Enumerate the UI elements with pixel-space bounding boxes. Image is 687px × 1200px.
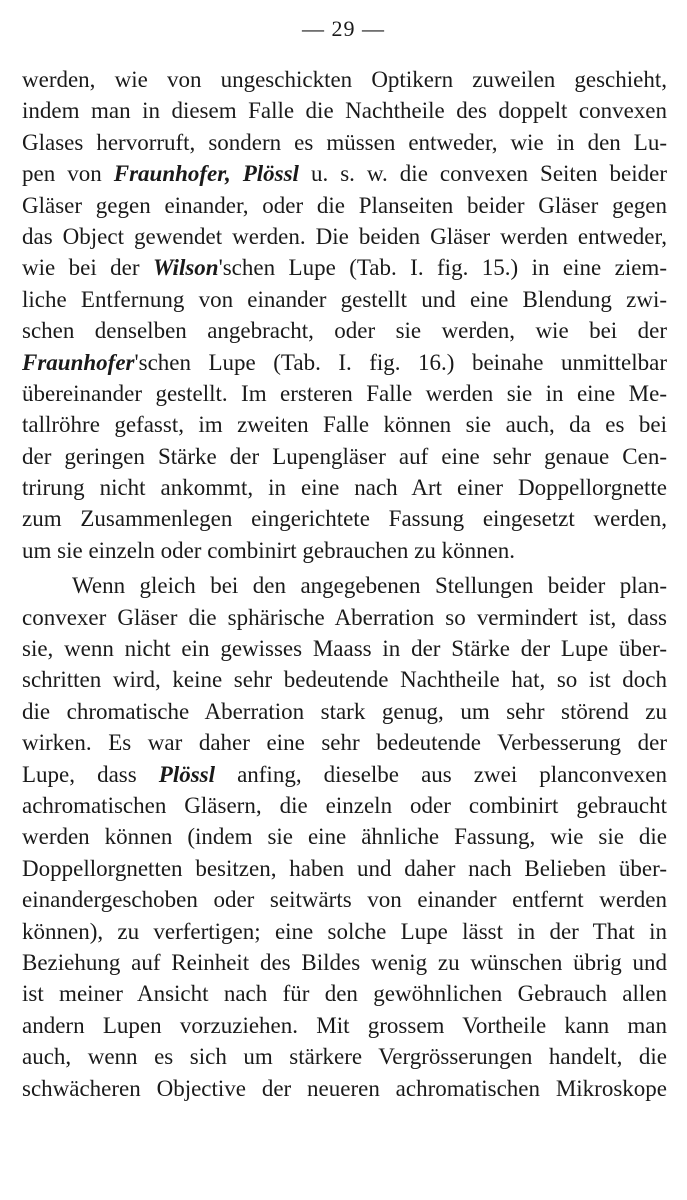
text-segment: um sie einzeln oder combinirt gebrauchen zu können. [22,537,516,563]
text-segment: convexer Gläser die sphärische Aberration so vermindert ist, dass [22,604,667,630]
paragraph [22,64,667,566]
text-line [22,441,667,472]
text-line [22,1010,667,1041]
text-line [22,472,667,503]
text-segment: Wenn gleich bei den angegebenen Stellungen beider plan- [72,573,667,599]
text-line [22,158,667,189]
text-line [22,853,667,884]
text-segment: das Object gewendet werden. Die beiden Gläser werden entweder, [22,223,667,249]
text-segment: andern Lupen vorzuziehen. Mit grossem Vortheile kann man [22,1012,667,1038]
text-segment: schen denselben angebracht, oder sie werden, wie bei der [22,318,667,344]
text-segment: einandergeschoben oder seitwärts von einander entfernt werden [22,887,667,913]
text-line [22,664,667,695]
text-line [22,978,667,1009]
text-line [22,696,667,727]
text-segment: schwächeren Objective der neueren achromatischen Mikroskope [22,1075,667,1101]
text-line [22,64,667,95]
text-segment: werden können (indem sie eine ähnliche Fassung, wie sie die [22,824,667,850]
text-segment: wirken. Es war daher eine sehr bedeutende Verbesserung der [22,730,667,756]
text-segment: Gläser gegen einander, oder die Planseiten beider Gläser gegen [22,192,667,218]
text-line [22,759,667,790]
text-line [22,127,667,158]
text-line [22,633,667,664]
text-segment: anfing, dieselbe aus zwei planconvexen [215,761,667,787]
text-segment: die chromatische Aberration stark genug, um sehr störend zu [22,698,667,724]
text-segment: u. s. w. die convexen Seiten beider [298,161,667,187]
paragraph [22,570,667,1104]
page-number: — 29 — [302,16,385,41]
text-segment: indem man in diesem Falle die Nachtheile des doppelt convexen [22,98,667,124]
text-line [22,378,667,409]
italic-name: Fraunhofer [22,349,135,375]
text-segment: sie, wenn nicht ein gewisses Maass in der Stärke der Lupe über- [22,636,667,662]
text-line [22,727,667,758]
text-line [22,535,667,566]
text-line [22,284,667,315]
text-segment: schritten wird, keine sehr bedeutende Nachtheile hat, so ist doch [22,667,667,693]
text-segment: pen von [22,161,114,187]
text-segment: Doppellorgnetten besitzen, haben und daher nach Belieben über- [22,855,667,881]
italic-name: Plössl [158,761,215,787]
text-segment: können), zu verfertigen; eine solche Lupe lässt in der That in [22,918,667,944]
italic-name: Fraunhofer, Plössl [113,161,299,187]
text-line [22,95,667,126]
text-line [22,570,667,601]
text-line [22,190,667,221]
text-segment: Glases hervorruft, sondern es müssen entweder, wie in den Lu- [22,129,667,155]
text-line [22,252,667,283]
italic-name: Wilson [152,255,219,281]
text-line [22,884,667,915]
text-line [22,1041,667,1072]
text-line [22,821,667,852]
text-segment: übereinander gestellt. Im ersteren Falle werden sie in eine Me- [22,380,667,406]
text-segment: 'schen Lupe (Tab. I. fig. 16.) beinahe unmittelbar [134,349,667,375]
text-line [22,347,667,378]
text-line [22,503,667,534]
text-segment: achromatischen Gläsern, die einzeln oder combinirt gebraucht [22,792,667,818]
text-segment: der geringen Stärke der Lupengläser auf eine sehr genaue Cen- [22,443,667,469]
text-segment: trirung nicht ankommt, in eine nach Art einer Doppellorgnette [22,475,667,501]
text-segment: zum Zusammenlegen eingerichtete Fassung eingesetzt werden, [22,506,667,532]
text-segment: wie bei der [22,255,153,281]
text-segment: tallröhre gefasst, im zweiten Falle können sie auch, da es bei [22,412,667,438]
text-line [22,221,667,252]
text-line [22,1073,667,1104]
text-segment: 'schen Lupe (Tab. I. fig. 15.) in eine ziem- [218,255,667,281]
text-segment: werden, wie von ungeschickten Optikern zuweilen geschieht, [22,67,667,92]
text-line [22,916,667,947]
text-line [22,947,667,978]
text-line [22,315,667,346]
text-line [22,790,667,821]
text-line [22,602,667,633]
text-line [22,409,667,440]
text-segment: auch, wenn es sich um stärkere Vergrösserungen handelt, die [22,1044,667,1070]
text-segment: Lupe, dass [22,761,159,787]
text-segment: ist meiner Ansicht nach für den gewöhnlichen Gebrauch allen [22,981,667,1007]
text-segment: liche Entfernung von einander gestellt und eine Blendung zwi- [22,286,667,312]
body-text [22,64,667,1104]
text-segment: Beziehung auf Reinheit des Bildes wenig zu wünschen übrig und [22,949,667,975]
